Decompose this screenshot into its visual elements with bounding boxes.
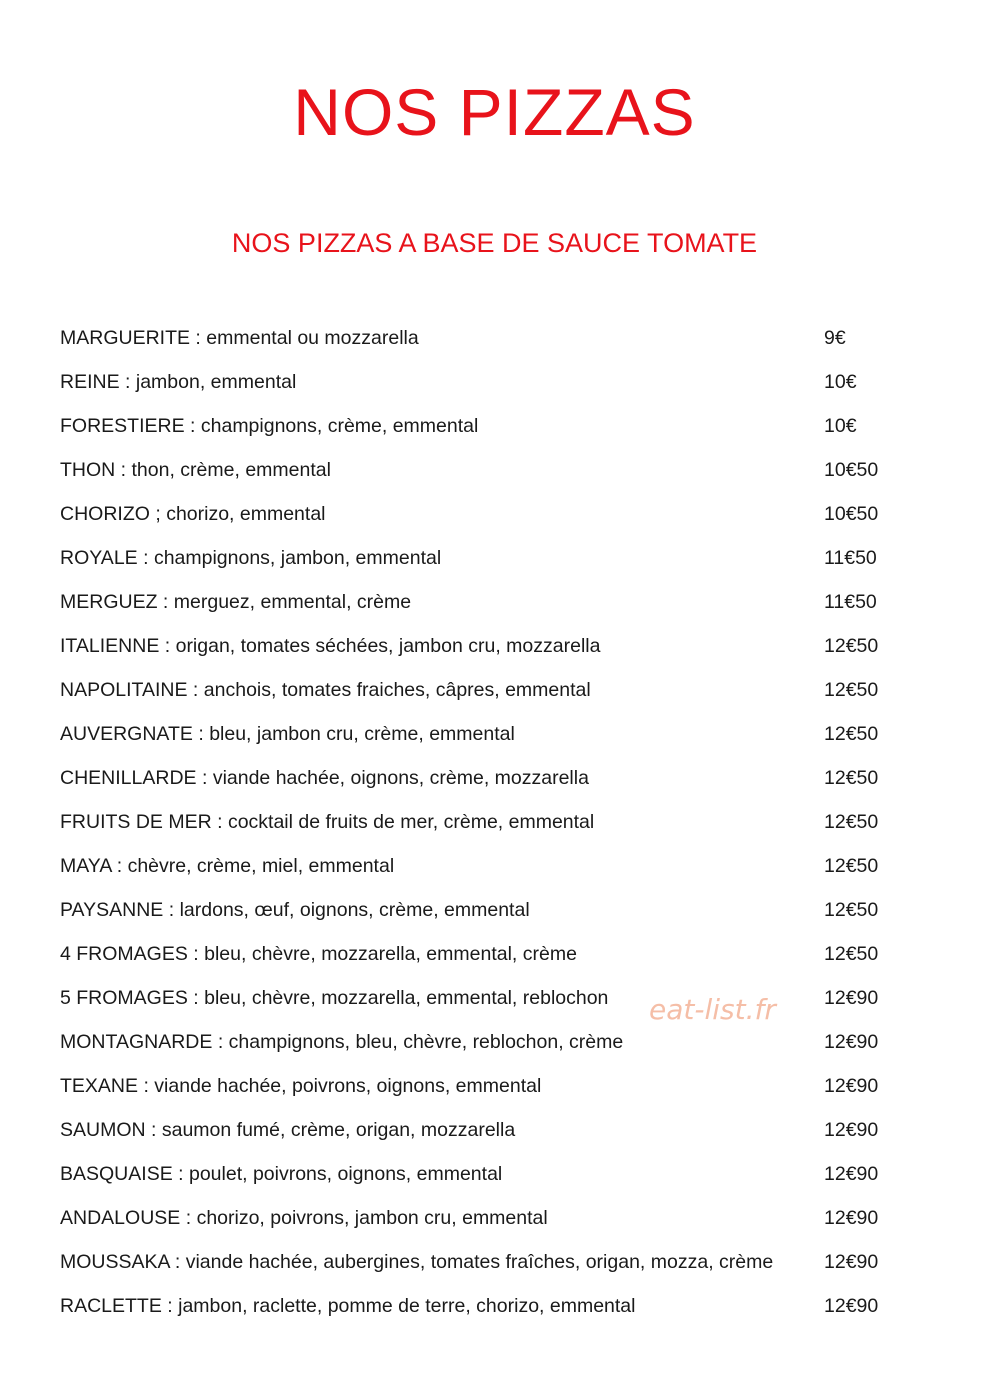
pizza-ingredients: thon, crème, emmental	[131, 459, 331, 481]
pizza-ingredients: viande hachée, oignons, crème, mozzarella	[212, 767, 589, 789]
pizza-price: 12€90	[824, 987, 879, 1009]
list-item	[60, 668, 930, 712]
pizza-price: 12€50	[824, 723, 879, 745]
watermark-logo: eat-list.fr	[649, 993, 776, 1026]
list-item	[60, 712, 930, 756]
pizza-name: MAYA	[60, 855, 112, 877]
page-title: NOS PIZZAS	[293, 75, 696, 149]
pizza-name: ANDALOUSE	[60, 1207, 181, 1229]
list-item	[60, 976, 930, 1020]
pizza-name: TEXANE	[60, 1075, 139, 1097]
pizza-separator: :	[137, 547, 154, 569]
pizza-name: PAYSANNE	[60, 899, 164, 921]
pizza-name: CHORIZO	[60, 503, 150, 525]
pizza-separator: :	[187, 943, 205, 965]
pizza-separator: :	[119, 371, 136, 393]
pizza-ingredients: saumon fumé, crème, origan, mozzarella	[161, 1119, 516, 1141]
pizza-price: 10€	[824, 415, 857, 437]
pizza-ingredients: champignons, crème, emmental	[200, 415, 479, 437]
pizza-ingredients: bleu, chèvre, mozzarella, emmental, crème	[204, 943, 577, 965]
pizza-ingredients: chorizo, poivrons, jambon cru, emmental	[196, 1207, 548, 1229]
pizza-separator: :	[212, 1031, 229, 1053]
pizza-separator: :	[172, 1163, 189, 1185]
pizza-price: 12€50	[824, 767, 879, 789]
list-item	[60, 1240, 930, 1284]
pizza-price: 12€90	[824, 1163, 879, 1185]
pizza-name: RACLETTE	[60, 1295, 162, 1317]
pizza-price: 12€50	[824, 943, 879, 965]
pizza-name: SAUMON	[60, 1119, 146, 1141]
pizza-separator: :	[138, 1075, 155, 1097]
pizza-name: AUVERGNATE	[60, 723, 193, 745]
pizza-price: 12€90	[824, 1031, 879, 1053]
list-item	[60, 1284, 930, 1328]
pizza-price: 10€50	[824, 459, 879, 481]
pizza-price: 12€90	[824, 1207, 879, 1229]
list-item	[60, 888, 930, 932]
pizza-separator: :	[163, 899, 180, 921]
pizza-ingredients: champignons, jambon, emmental	[153, 547, 442, 569]
list-item	[60, 492, 930, 536]
list-item	[60, 580, 930, 624]
pizza-ingredients: chèvre, crème, miel, emmental	[127, 855, 395, 877]
pizza-ingredients: emmental ou mozzarella	[206, 327, 419, 349]
pizza-ingredients: champignons, bleu, chèvre, reblochon, crème	[228, 1031, 624, 1053]
pizza-ingredients: origan, tomates séchées, jambon cru, mozzarella	[175, 635, 601, 657]
pizza-ingredients: chorizo, emmental	[166, 503, 326, 525]
pizza-separator: :	[169, 1251, 186, 1273]
pizza-name: ROYALE	[60, 547, 138, 569]
pizza-ingredients: merguez, emmental, crème	[173, 591, 412, 613]
pizza-ingredients: viande hachée, aubergines, tomates fraîches, origan, mozza, crème	[185, 1251, 774, 1273]
pizza-separator: :	[196, 767, 213, 789]
list-item	[60, 1064, 930, 1108]
list-item	[60, 1152, 930, 1196]
pizza-name: REINE	[60, 371, 120, 393]
pizza-name: BASQUAISE	[60, 1163, 173, 1185]
pizza-price: 12€90	[824, 1251, 879, 1273]
pizza-separator: :	[115, 459, 132, 481]
section-title: NOS PIZZAS A BASE DE SAUCE TOMATE	[231, 228, 758, 258]
pizza-ingredients: anchois, tomates fraiches, câpres, emmental	[203, 679, 591, 701]
pizza-ingredients: bleu, jambon cru, crème, emmental	[209, 723, 515, 745]
pizza-ingredients: poulet, poivrons, oignons, emmental	[188, 1163, 503, 1185]
list-item	[60, 404, 930, 448]
pizza-separator: :	[180, 1207, 197, 1229]
pizza-price: 12€90	[824, 1119, 879, 1141]
pizza-price: 11€50	[824, 547, 877, 569]
pizza-name: MOUSSAKA	[60, 1251, 170, 1273]
pizza-name: 4 FROMAGES	[60, 943, 188, 965]
pizza-name: MERGUEZ	[60, 591, 158, 613]
pizza-price: 12€50	[824, 811, 879, 833]
pizza-price: 12€50	[824, 679, 879, 701]
pizza-name: ITALIENNE	[60, 635, 160, 657]
pizza-separator: ;	[149, 503, 167, 525]
pizza-separator: :	[187, 679, 204, 701]
pizza-price: 12€50	[824, 899, 879, 921]
pizza-name: FRUITS DE MER	[60, 811, 212, 833]
pizza-ingredients: viande hachée, poivrons, oignons, emmental	[154, 1075, 542, 1097]
pizza-price: 12€90	[824, 1295, 879, 1317]
pizza-separator: :	[187, 987, 205, 1009]
pizza-name: FORESTIERE	[60, 415, 185, 437]
pizza-name: MARGUERITE	[60, 327, 191, 349]
list-item	[60, 800, 930, 844]
pizza-price: 12€50	[824, 635, 879, 657]
pizza-separator: :	[161, 1295, 179, 1317]
list-item	[60, 448, 930, 492]
pizza-price: 10€	[824, 371, 857, 393]
pizza-name: NAPOLITAINE	[60, 679, 188, 701]
pizza-list	[60, 316, 930, 1328]
pizza-separator: :	[159, 635, 176, 657]
pizza-name: MONTAGNARDE	[60, 1031, 213, 1053]
pizza-separator: :	[190, 327, 207, 349]
pizza-separator: :	[111, 855, 128, 877]
list-item	[60, 932, 930, 976]
list-item	[60, 1196, 930, 1240]
pizza-ingredients: lardons, œuf, oignons, crème, emmental	[179, 899, 530, 921]
list-item	[60, 756, 930, 800]
list-item	[60, 1108, 930, 1152]
pizza-ingredients: cocktail de fruits de mer, crème, emmental	[227, 811, 595, 833]
pizza-price: 12€50	[824, 855, 879, 877]
pizza-price: 11€50	[824, 591, 877, 613]
pizza-price: 9€	[824, 327, 846, 349]
pizza-separator: :	[211, 811, 228, 833]
list-item	[60, 1020, 930, 1064]
list-item	[60, 316, 930, 360]
pizza-ingredients: jambon, emmental	[135, 371, 297, 393]
list-item	[60, 624, 930, 668]
pizza-price: 10€50	[824, 503, 879, 525]
pizza-separator: :	[192, 723, 210, 745]
list-item	[60, 536, 930, 580]
pizza-ingredients: bleu, chèvre, mozzarella, emmental, reblochon	[204, 987, 609, 1009]
pizza-separator: :	[184, 415, 201, 437]
list-item	[60, 844, 930, 888]
pizza-ingredients: jambon, raclette, pomme de terre, chorizo, emmental	[178, 1295, 636, 1317]
pizza-separator: :	[157, 591, 174, 613]
pizza-separator: :	[145, 1119, 162, 1141]
pizza-price: 12€90	[824, 1075, 879, 1097]
pizza-name: THON	[60, 459, 116, 481]
pizza-name: CHENILLARDE	[60, 767, 197, 789]
list-item	[60, 360, 930, 404]
pizza-name: 5 FROMAGES	[60, 987, 188, 1009]
